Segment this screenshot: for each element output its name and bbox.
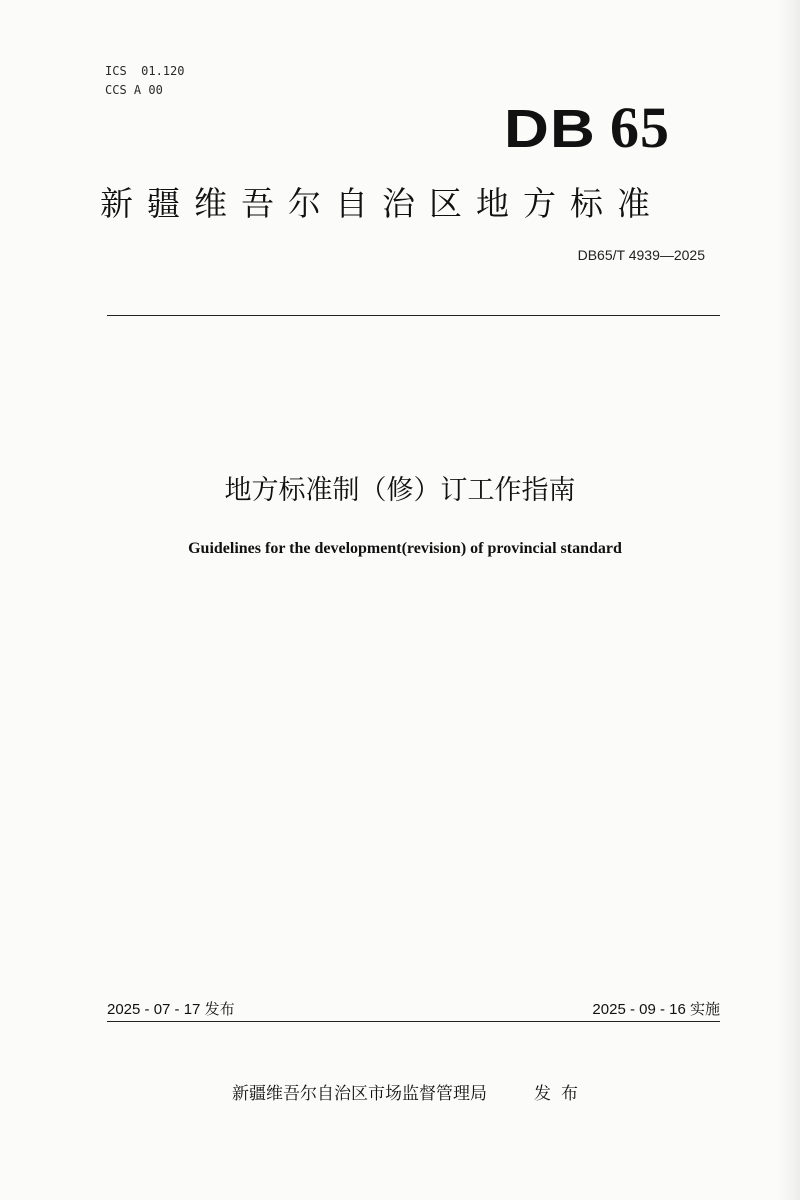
- classification-codes: [105, 62, 184, 100]
- publish-label: 发布: [534, 1084, 588, 1104]
- bottom-divider: [107, 1021, 720, 1022]
- db65-logo: [504, 95, 670, 160]
- document-title-en: Guidelines for the development(revision) of provincial standard: [188, 540, 622, 557]
- top-divider: [107, 315, 720, 316]
- effective-date: 2025 - 09 - 16 实施: [592, 1001, 720, 1018]
- document-title-cn: 地方标准制（修）订工作指南: [224, 475, 576, 506]
- scan-shadow: [778, 0, 800, 1200]
- ics-code: ICS 01.120: [105, 64, 185, 78]
- standard-type-heading: 新疆维吾尔自治区地方标准: [100, 184, 664, 223]
- issue-date: 2025 - 07 - 17 发布: [107, 1001, 235, 1018]
- logo-letters: DB: [504, 99, 596, 159]
- standard-code: DB65/T 4939—2025: [577, 247, 705, 263]
- ccs-code: CCS A 00: [105, 83, 163, 97]
- logo-number: 65: [610, 95, 670, 160]
- publisher-name: 新疆维吾尔自治区市场监督管理局: [232, 1084, 487, 1104]
